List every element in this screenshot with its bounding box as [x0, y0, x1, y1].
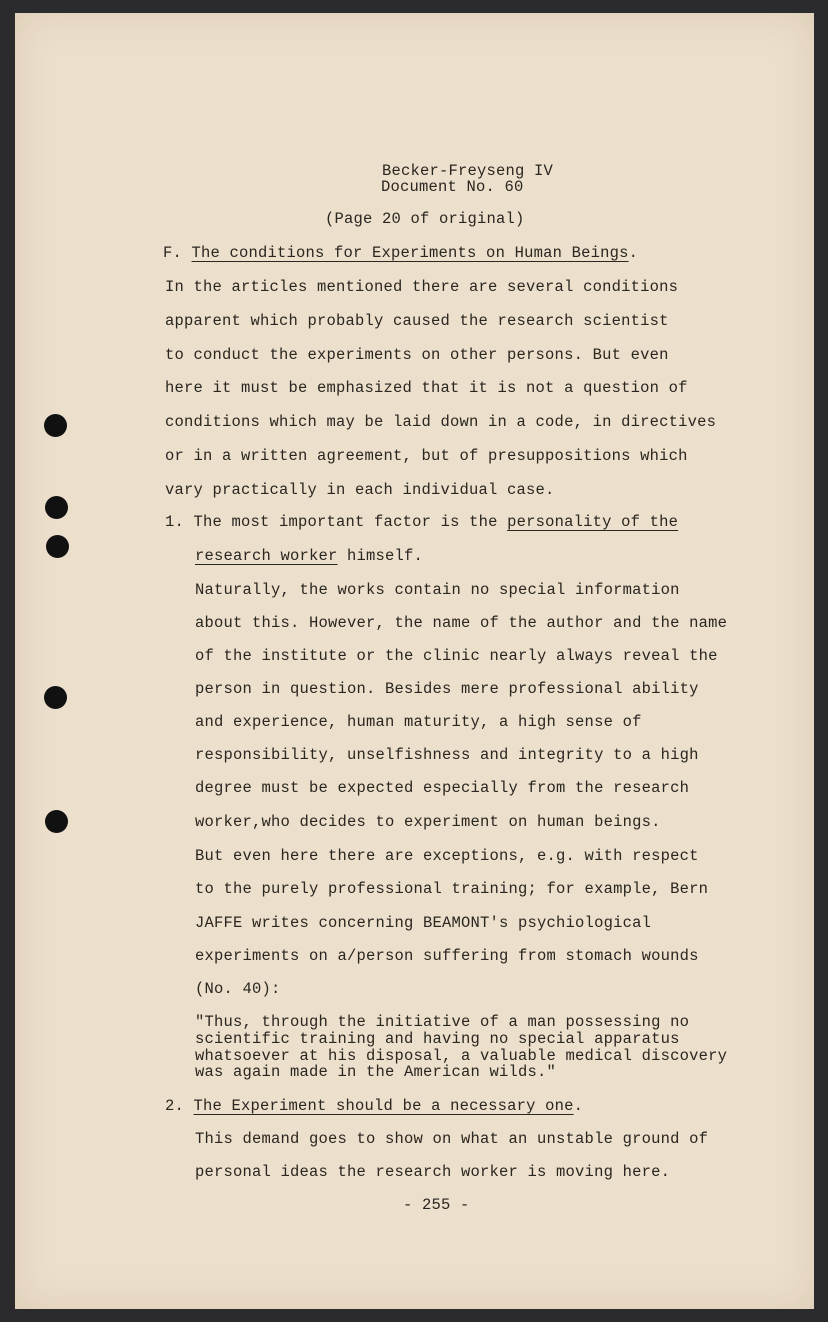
intro-line: apparent which probably caused the research scientist [165, 312, 669, 330]
item-1-number: 1. [165, 513, 185, 531]
page-reference: (Page 20 of original) [325, 210, 525, 228]
item-1-body-line: worker,who decides to experiment on human beings. [195, 813, 661, 831]
page-number: - 255 - [403, 1196, 470, 1214]
item-1-body-line: responsibility, unselfishness and integrity to a high [195, 746, 699, 764]
quote-line: "Thus, through the initiative of a man possessing no [195, 1013, 690, 1031]
intro-line: here it must be emphasized that it is not a question of [165, 379, 688, 397]
item-1-heading [165, 513, 678, 531]
intro-line: to conduct the experiments on other persons. But even [165, 346, 669, 364]
section-heading [163, 244, 638, 262]
item-2-number: 2. [165, 1097, 185, 1115]
item-2-heading [165, 1097, 583, 1115]
punch-hole [44, 414, 67, 437]
item-1-body-line: (No. 40): [195, 980, 281, 998]
item-1-heading-cont [195, 547, 423, 565]
punch-hole [44, 686, 67, 709]
header-line-1: Becker-Freyseng IV [382, 162, 554, 180]
item-1-body-line: experiments on a/person suffering from stomach wounds [195, 947, 699, 965]
punch-hole [45, 810, 68, 833]
item-1-lead: The most important factor is the [193, 513, 508, 531]
item-1-rest: himself. [337, 547, 424, 565]
item-2-title-end: . [573, 1097, 584, 1115]
quote-line: whatsoever at his disposal, a valuable medical discovery [195, 1047, 728, 1065]
punch-hole [46, 535, 69, 558]
item-1-body-line: Naturally, the works contain no special information [195, 581, 680, 599]
item-1-body-line: degree must be expected especially from the research [195, 779, 690, 797]
quote-line: scientific training and having no special apparatus [195, 1030, 680, 1048]
item-2-body-line: This demand goes to show on what an unstable ground of [195, 1130, 709, 1148]
item-1-body-line: and experience, human maturity, a high sense of [195, 713, 642, 731]
item-1-body-line: of the institute or the clinic nearly always reveal the [195, 647, 718, 665]
item-1-body-line: But even here there are exceptions, e.g. with respect [195, 847, 699, 865]
intro-line: vary practically in each individual case. [165, 481, 555, 499]
item-1-underlined: personality of the [507, 513, 679, 531]
section-letter: F. [163, 244, 192, 262]
section-title: The conditions for Experiments on Human Beings [191, 244, 629, 262]
item-1-body-line: JAFFE writes concerning BEAMONT's psychiological [195, 914, 652, 932]
section-title-end: . [628, 244, 639, 262]
item-1-body-line: about this. However, the name of the author and the name [195, 614, 728, 632]
item-1-body-line: to the purely professional training; for example, Bern [195, 880, 709, 898]
item-1-underlined-2: research worker [195, 547, 338, 565]
intro-line: In the articles mentioned there are several conditions [165, 278, 679, 296]
intro-line: conditions which may be laid down in a code, in directives [165, 413, 717, 431]
item-1-body-line: person in question. Besides mere professional ability [195, 680, 699, 698]
item-2-title: The Experiment should be a necessary one [193, 1097, 574, 1115]
item-2-body-line: personal ideas the research worker is moving here. [195, 1163, 671, 1181]
header-line-2: Document No. 60 [381, 178, 524, 196]
quote-line: was again made in the American wilds." [195, 1063, 557, 1081]
document-page [15, 13, 814, 1309]
intro-line: or in a written agreement, but of presuppositions which [165, 447, 688, 465]
punch-hole [45, 496, 68, 519]
